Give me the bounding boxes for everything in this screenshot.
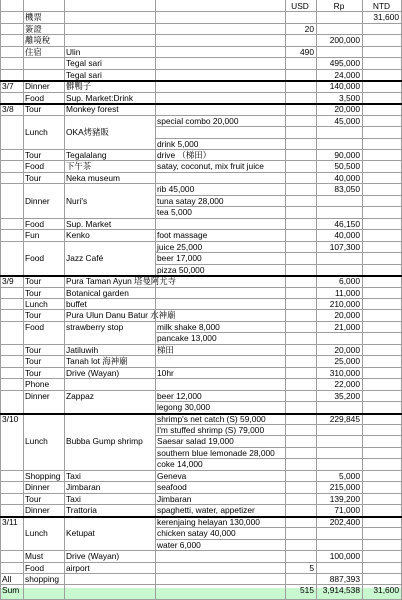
d38-kenko-desc[interactable]: Kenko bbox=[66, 230, 90, 240]
d311-ketupat-1-note[interactable]: kerenjaing helayan 130,000 bbox=[157, 517, 260, 527]
d39-zappaz-2-note[interactable]: legong 30,000 bbox=[157, 402, 211, 412]
row-line-11 bbox=[155, 126, 402, 127]
d39-phone-category[interactable]: Phone bbox=[25, 379, 50, 389]
d39-drive-category[interactable]: Tour bbox=[25, 368, 42, 378]
col-line-3 bbox=[155, 0, 156, 600]
d38-neka-desc[interactable]: Neka museum bbox=[66, 173, 120, 183]
d39-botanical-category[interactable]: Tour bbox=[25, 288, 42, 298]
d39-zappaz-1-category[interactable]: Dinner bbox=[25, 391, 50, 401]
d37-food-rp[interactable]: 3,500 bbox=[339, 93, 360, 103]
d38-market-category[interactable]: Food bbox=[25, 219, 45, 229]
d310-bubba-5-note[interactable]: coke 14,000 bbox=[157, 459, 203, 469]
d310-trattoria-category[interactable]: Dinner bbox=[25, 505, 50, 515]
d310-bubba-1-note[interactable]: shrimp's net catch (S) 59,000 bbox=[157, 414, 266, 424]
d310-jimbaran-dinner-category[interactable]: Dinner bbox=[25, 482, 50, 492]
sum-rp[interactable]: 3,914,538 bbox=[322, 585, 360, 595]
d311-ketupat-1-rp[interactable]: 202,400 bbox=[329, 517, 360, 527]
d38-jazz-2-note[interactable]: beer 17,000 bbox=[157, 253, 202, 263]
d310-bubba-2-note[interactable]: I'm stuffed shrimp (S) 79,000 bbox=[157, 425, 265, 435]
col-line-1 bbox=[23, 0, 24, 600]
d39-ayun-date[interactable]: 3/9 bbox=[2, 276, 14, 286]
stay-tegal-2-rp[interactable]: 24,000 bbox=[334, 70, 360, 80]
d38-tea-desc[interactable]: 下午茶 bbox=[66, 161, 92, 171]
d311-ketupat-2-note[interactable]: chicken satay 40,000 bbox=[157, 528, 236, 538]
d39-phone-rp[interactable]: 22,000 bbox=[334, 379, 360, 389]
d37-dinner-date[interactable]: 3/7 bbox=[2, 81, 14, 91]
stay-tegal-1-desc[interactable]: Tegal sari bbox=[66, 58, 102, 68]
d38-dinner-1-rp[interactable]: 83,050 bbox=[334, 184, 360, 194]
d38-tegalalang-category[interactable]: Tour bbox=[25, 150, 42, 160]
d39-strawberry-2-note[interactable]: pancake 13,000 bbox=[157, 333, 217, 343]
d38-kenko-category[interactable]: Fun bbox=[25, 230, 40, 240]
d39-zappaz-1-rp[interactable]: 35,200 bbox=[334, 391, 360, 401]
d311-airport-usd[interactable]: 5 bbox=[309, 563, 314, 573]
col-line-4 bbox=[285, 0, 286, 600]
d38-tegalalang-note[interactable]: drive （梯田） bbox=[157, 150, 211, 160]
d310-taxi-note[interactable]: Geneva bbox=[157, 471, 187, 481]
d39-ulun-rp[interactable]: 20,000 bbox=[334, 310, 360, 320]
d38-kenko-note[interactable]: foot massage bbox=[157, 230, 208, 240]
d38-neka-rp[interactable]: 40,000 bbox=[334, 173, 360, 183]
d38-lunch-3-note[interactable]: drink 5,000 bbox=[157, 139, 199, 149]
visa-usd[interactable]: 20 bbox=[304, 24, 314, 34]
d38-lunch-2-desc[interactable]: OKA烤豬販 bbox=[66, 127, 109, 137]
d39-zappaz-1-note[interactable]: beer 12,000 bbox=[157, 391, 202, 401]
sum-ntd[interactable]: 31,600 bbox=[373, 585, 399, 595]
d39-buffet-category[interactable]: Lunch bbox=[25, 299, 48, 309]
d39-jatiluwih-rp[interactable]: 20,000 bbox=[334, 345, 360, 355]
d311-ketupat-3-note[interactable]: water 6,000 bbox=[157, 540, 201, 550]
d38-dinner-2-category[interactable]: Dinner bbox=[25, 196, 50, 206]
d39-drive-desc[interactable]: Drive (Wayan) bbox=[66, 368, 120, 378]
d38-tea-category[interactable]: Food bbox=[25, 161, 45, 171]
header-ntd[interactable]: NTD bbox=[372, 1, 391, 11]
d37-dinner-category[interactable]: Dinner bbox=[25, 81, 50, 91]
d38-tegalalang-rp[interactable]: 90,000 bbox=[334, 150, 360, 160]
d39-jatiluwih-note[interactable]: 梯田 bbox=[157, 345, 174, 355]
d38-kenko-rp[interactable]: 40,000 bbox=[334, 230, 360, 240]
d310-trattoria-note[interactable]: spaghetti, water, appetizer bbox=[157, 505, 255, 515]
d38-market-rp[interactable]: 46,150 bbox=[334, 219, 360, 229]
d39-buffet-desc[interactable]: buffet bbox=[66, 299, 87, 309]
ticket-category[interactable]: 機票 bbox=[25, 12, 42, 22]
d310-jimbaran-taxi-desc[interactable]: Taxi bbox=[66, 494, 81, 504]
d39-strawberry-1-note[interactable]: milk shake 8,000 bbox=[157, 322, 220, 332]
d310-jimbaran-taxi-note[interactable]: Jimbaran bbox=[157, 494, 192, 504]
d38-tea-rp[interactable]: 50,500 bbox=[334, 161, 360, 171]
d311-drive-desc[interactable]: Drive (Wayan) bbox=[66, 551, 120, 561]
d39-zappaz-1-desc[interactable]: Zappaz bbox=[66, 391, 94, 401]
all-shopping-date[interactable]: All bbox=[2, 574, 12, 584]
sum-usd[interactable]: 515 bbox=[300, 585, 314, 595]
d38-lunch-1-rp[interactable]: 45,000 bbox=[334, 116, 360, 126]
d39-tanah-lot-category[interactable]: Tour bbox=[25, 356, 42, 366]
d39-jatiluwih-category[interactable]: Tour bbox=[25, 345, 42, 355]
d311-ketupat-2-category[interactable]: Lunch bbox=[25, 528, 48, 538]
d310-jimbaran-dinner-note[interactable]: seafood bbox=[157, 482, 187, 492]
d39-tanah-lot-desc[interactable]: Tanah lot 海神廟 bbox=[66, 356, 128, 366]
d310-jimbaran-taxi-rp[interactable]: 139,200 bbox=[329, 494, 360, 504]
d38-dinner-2-note[interactable]: tuna satay 28,000 bbox=[157, 196, 224, 206]
d39-strawberry-1-desc[interactable]: strawberry stop bbox=[66, 322, 124, 332]
d310-bubba-3-desc[interactable]: Bubba Gump shrimp bbox=[66, 436, 143, 446]
d37-food-desc[interactable]: Sup. Market:Drink bbox=[66, 93, 134, 103]
d39-ayun-rp[interactable]: 6,000 bbox=[339, 276, 360, 286]
d39-ayun-category[interactable]: Tour bbox=[25, 276, 42, 286]
d38-tea-note[interactable]: satay, coconut, mix fruit juice bbox=[157, 161, 264, 171]
d311-drive-category[interactable]: Must bbox=[25, 551, 44, 561]
d38-monkey-desc[interactable]: Monkey forest bbox=[66, 104, 119, 114]
col-line-2 bbox=[64, 0, 65, 600]
d39-jatiluwih-desc[interactable]: Jatiluwih bbox=[66, 345, 99, 355]
stay-ulin-category[interactable]: 住宿 bbox=[25, 47, 42, 57]
d311-ketupat-2-desc[interactable]: Ketupat bbox=[66, 528, 95, 538]
stay-tegal-1-rp[interactable]: 495,000 bbox=[329, 58, 360, 68]
d311-airport-desc[interactable]: airport bbox=[66, 563, 90, 573]
d37-dinner-rp[interactable]: 140,000 bbox=[329, 81, 360, 91]
d38-jazz-3-note[interactable]: pizza 50,000 bbox=[157, 265, 205, 275]
d310-taxi-desc[interactable]: Taxi bbox=[66, 471, 81, 481]
d38-jazz-2-category[interactable]: Food bbox=[25, 253, 45, 263]
departure-tax-category[interactable]: 離境稅 bbox=[25, 35, 51, 45]
d39-ulun-category[interactable]: Tour bbox=[25, 310, 42, 320]
d39-strawberry-1-category[interactable]: Food bbox=[25, 322, 45, 332]
d38-market-desc[interactable]: Sup. Market bbox=[66, 219, 112, 229]
header-rp[interactable]: Rp bbox=[333, 1, 345, 11]
d310-jimbaran-dinner-desc[interactable]: Jimbaran bbox=[66, 482, 101, 492]
d38-tegalalang-desc[interactable]: Tegalalang bbox=[66, 150, 107, 160]
d38-dinner-1-note[interactable]: rib 45,000 bbox=[157, 184, 195, 194]
d310-bubba-4-note[interactable]: southern blue lemonade 28,000 bbox=[157, 448, 275, 458]
d39-drive-note[interactable]: 10hr bbox=[157, 368, 174, 378]
d310-bubba-1-rp[interactable]: 229,845 bbox=[329, 414, 360, 424]
d39-buffet-rp[interactable]: 210,000 bbox=[329, 299, 360, 309]
d38-monkey-category[interactable]: Tour bbox=[25, 104, 42, 114]
d310-trattoria-rp[interactable]: 71,000 bbox=[334, 505, 360, 515]
d310-trattoria-desc[interactable]: Trattoria bbox=[66, 505, 97, 515]
d310-bubba-3-note[interactable]: Saesar salad 19,000 bbox=[157, 436, 234, 446]
d310-taxi-category[interactable]: Shopping bbox=[25, 471, 61, 481]
visa-category[interactable]: 簽證 bbox=[25, 24, 42, 34]
d38-lunch-2-category[interactable]: Lunch bbox=[25, 127, 48, 137]
col-line-6 bbox=[362, 0, 363, 600]
d38-dinner-3-note[interactable]: tea 5,000 bbox=[157, 207, 192, 217]
ticket-ntd[interactable]: 31,600 bbox=[373, 12, 399, 22]
d311-drive-rp[interactable]: 100,000 bbox=[329, 551, 360, 561]
d311-ketupat-1-date[interactable]: 3/11 bbox=[2, 517, 18, 527]
all-shopping-rp[interactable]: 887,393 bbox=[329, 574, 360, 584]
header-usd[interactable]: USD bbox=[291, 1, 309, 11]
d38-dinner-2-desc[interactable]: Nuri's bbox=[66, 196, 88, 206]
all-shopping-category[interactable]: shopping bbox=[25, 574, 59, 584]
d39-drive-rp[interactable]: 310,000 bbox=[329, 368, 360, 378]
stay-ulin-desc[interactable]: Ulin bbox=[66, 47, 81, 57]
d37-food-category[interactable]: Food bbox=[25, 93, 45, 103]
d310-jimbaran-dinner-rp[interactable]: 215,000 bbox=[329, 482, 360, 492]
d39-botanical-desc[interactable]: Botanical garden bbox=[66, 288, 129, 298]
d38-jazz-2-desc[interactable]: Jazz Café bbox=[66, 253, 104, 263]
d310-bubba-3-category[interactable]: Lunch bbox=[25, 436, 48, 446]
departure-tax-rp[interactable]: 200,000 bbox=[329, 35, 360, 45]
stay-tegal-2-desc[interactable]: Tegal sari bbox=[66, 70, 102, 80]
d310-taxi-rp[interactable]: 5,000 bbox=[339, 471, 360, 481]
d38-jazz-1-note[interactable]: juice 25,000 bbox=[157, 242, 203, 252]
d39-tanah-lot-rp[interactable]: 25,000 bbox=[334, 356, 360, 366]
d39-strawberry-1-rp[interactable]: 21,000 bbox=[334, 322, 360, 332]
d310-jimbaran-taxi-category[interactable]: Tour bbox=[25, 494, 42, 504]
d38-monkey-rp[interactable]: 20,000 bbox=[334, 104, 360, 114]
d38-lunch-1-note[interactable]: special combo 20,000 bbox=[157, 116, 239, 126]
d311-airport-category[interactable]: Food bbox=[25, 563, 45, 573]
d39-ulun-desc[interactable]: Pura Ulun Danu Batur 水神廟 bbox=[66, 310, 176, 320]
d37-dinner-desc[interactable]: 髒鴨子 bbox=[66, 81, 92, 91]
d38-monkey-date[interactable]: 3/8 bbox=[2, 104, 14, 114]
d38-jazz-1-rp[interactable]: 107,300 bbox=[329, 242, 360, 252]
d310-bubba-1-date[interactable]: 3/10 bbox=[2, 414, 19, 424]
col-line-0 bbox=[0, 0, 1, 600]
col-line-5 bbox=[316, 0, 317, 600]
stay-ulin-usd[interactable]: 490 bbox=[300, 47, 314, 57]
sum-date[interactable]: Sum bbox=[2, 585, 20, 595]
d38-neka-category[interactable]: Tour bbox=[25, 173, 42, 183]
d39-ayun-desc[interactable]: Pura Taman Ayun 塔曼阿尤寺 bbox=[66, 276, 177, 286]
d39-botanical-rp[interactable]: 11,000 bbox=[335, 288, 360, 298]
